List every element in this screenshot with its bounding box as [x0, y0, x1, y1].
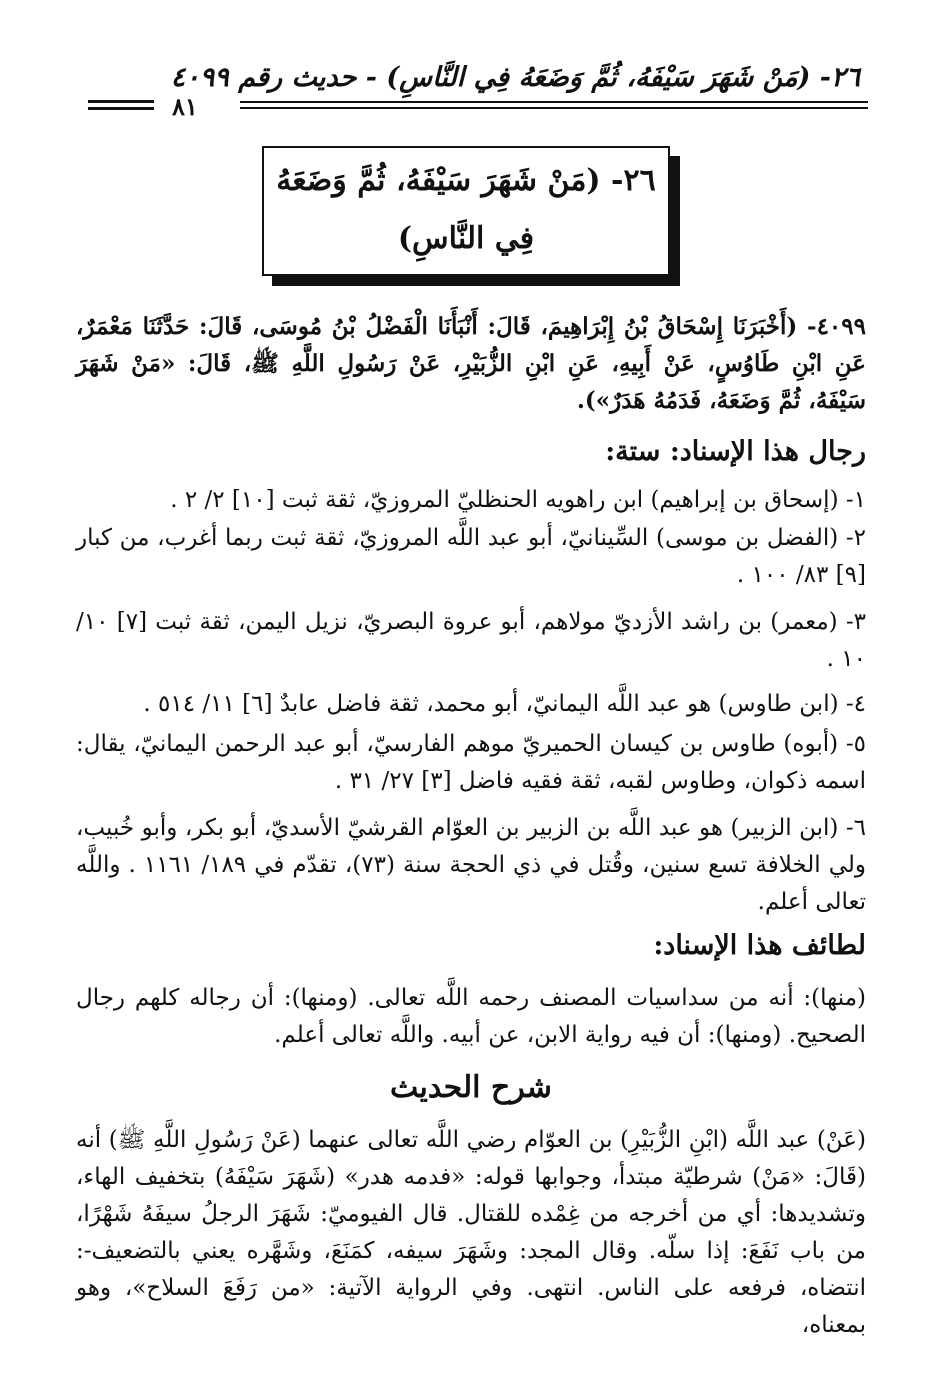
hadith-text: ٤٠٩٩- (أَخْبَرَنَا إِسْحَاقُ بْنُ إِبْرَاهِيمَ، قَالَ: أَنْبَأَنَا الْفَضْلُ بْنُ مُوسَى، قَالَ: حَدَّثَنَا مَعْمَرٌ، عَنِ ابْنِ طَاوُسٍ، عَنْ أَبِيهِ، عَنِ ابْنِ الزُّبَيْرِ، عَنْ رَسُولِ اللَّهِ ﷺ، قَالَ: «مَنْ شَهَرَ سَيْفَهُ، ثُمَّ وَضَعَهُ، فَدَمُهُ هَدَرٌ»). — [76, 313, 866, 414]
commentary-text: (عَنْ) عبد اللَّه (ابْنِ الزُّبَيْرِ) بن العوّام رضي اللَّه تعالى عنهما (عَنْ رَسُولِ اللَّهِ ﷺ) أنه (قَالَ: «مَنْ) شرطيّة مبتدأ، وجوابها قوله: «فدمه هدر» (شَهَرَ سَيْفَهُ) بتخفيف الهاء، وتشديدها: أي من أخرجه من غِمْده للقتال. قال الفيوميّ: شَهَرَ الرجلُ سيفَهُ شَهْرًا، من باب نَفَعَ: إذا سلّه. وقال المجد: وشَهَرَ سيفه، كمَنَعَ، وشَهَّره يعني بالتضعيف-: انتضاه، فرفعه على الناس. انتهى. وفي الرواية الآتية: «من رَفَعَ السلاح»، وهو بمعناه، — [76, 1127, 866, 1338]
narrator-item: ٢- (الفضل بن موسى) السِّينانيّ، أبو عبد اللَّه المروزيّ، ثقة ثبت ربما أغرب، من كبار [٩] ٨٣/ ١٠٠ . — [76, 525, 866, 588]
subtleties-heading: لطائف هذا الإسناد: — [653, 930, 866, 961]
header-ornament-lines — [88, 100, 154, 114]
narrator-item: ٣- (معمر) بن راشد الأزديّ مولاهم، أبو عروة البصريّ، نزيل اليمن، ثقة ثبت [٧] ١٠/ ١٠ . — [76, 609, 866, 672]
chapter-title-box — [262, 146, 670, 276]
narrators-heading: رجال هذا الإسناد: ستة: — [605, 436, 866, 467]
subtleties-text: (منها): أنه من سداسيات المصنف رحمه اللَّه تعالى. (ومنها): أن رجاله كلهم رجال الصحيح. (ومنها): أن فيه رواية الابن، عن أبيه. واللَّه تعالى أعلم. — [76, 985, 866, 1048]
header-rule — [240, 101, 868, 103]
narrator-item: ٥- (أبوه) طاوس بن كيسان الحميريّ موهم الفارسيّ، أبو عبد الرحمن اليمانيّ، يقال: اسمه ذكوان، وطاوس لقبه، ثقة فقيه فاضل [٣] ٢٧/ ٣١ . — [76, 731, 866, 794]
chapter-title: ٢٦- (مَنْ شَهَرَ سَيْفَهُ، ثُمَّ وَضَعَهُ فِي النَّاسِ) — [276, 163, 656, 256]
page-number: ٨١ — [172, 92, 198, 121]
narrator-item: ٦- (ابن الزبير) هو عبد اللَّه بن الزبير بن العوّام القرشيّ الأسديّ، أبو بكر، وأبو خُبيب، ولي الخلافة تسع سنين، وقُتل في ذي الحجة سنة (٧٣)، تقدّم في ١٨٩/ ١١٦١ . واللَّه تعالى أعلم. — [76, 815, 867, 915]
running-title: ٢٦- (مَنْ شَهَرَ سَيْفَهُ، ثُمَّ وَضَعَهُ فِي النَّاسِ) - حديث رقم ٤٠٩٩ — [170, 62, 860, 93]
running-header — [88, 62, 868, 122]
commentary-heading: شرح الحديث — [390, 1070, 552, 1105]
narrator-item: ١- (إسحاق بن إبراهيم) ابن راهويه الحنظليّ المروزيّ، ثقة ثبت [١٠] ٢/ ٢ . — [170, 487, 866, 513]
narrator-item: ٤- (ابن طاوس) هو عبد اللَّه اليمانيّ، أبو محمد، ثقة فاضل عابدٌ [٦] ١١/ ٥١٤ . — [143, 691, 866, 717]
header-rule — [240, 107, 868, 109]
